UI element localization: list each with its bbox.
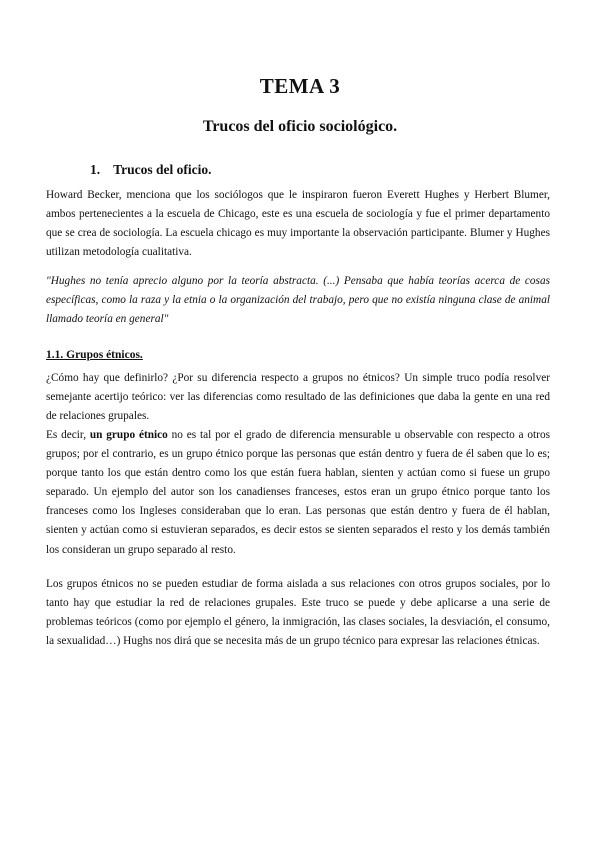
paragraph-group-relations: Los grupos étnicos no se pueden estudiar de forma aislada a sus relaciones con otros grupos sociales, por lo tanto hay que estudiar la red de relaciones grupales. Este truco se puede y debe aplicarse a una serie de problemas teóricos (como por ejemplo el género, la inmigración, las clases sociales, la desviación, el consumo, la sexualidad…) Hughs nos dirá que se necesita más de un grupo técnico para expresar las relaciones étnicas. xyxy=(46,578,550,648)
subsection-heading: 1.1. Grupos étnicos. xyxy=(46,349,143,361)
section-title: Trucos del oficio. xyxy=(113,162,212,177)
paragraph-ethnic-group xyxy=(46,426,550,560)
hughes-quote: "Hughes no tenía aprecio alguno por la teoría abstracta. (...) Pensaba que había teorías acerca de cosas específicas, como la raza y la etnia o la organización del trabajo, pero que no existía ninguna clase de animal llamado teoría en general" xyxy=(46,275,550,326)
document-title: TEMA 3 xyxy=(259,74,341,98)
section-heading xyxy=(90,162,212,178)
paragraph-ethnic-group-rest: no es tal por el grado de diferencia mensurable u observable con respecto a otros grupos; por el contrario, es un grupo étnico porque las personas que están dentro y fuera de él saben que lo es; porque tanto los que están dentro como los que están fuera hablan, sienten y actúan como si fuese un grupo separado. Un ejemplo del autor son los canadienses franceses, estos eran un grupo étnico porque tanto los franceses como los Ingleses consideraban que lo eran. Las personas que están dentro y fuera de él hablan, sienten y actúan como si estuvieran separados, es decir estos se sienten separados el resto y los demás también los consideran un grupo separado al resto. xyxy=(46,429,550,556)
paragraph-ethnic-group-start: Es decir, xyxy=(46,429,90,441)
document-subtitle: Trucos del oficio sociológico. xyxy=(202,118,398,135)
paragraph-definition: ¿Cómo hay que definirlo? ¿Por su diferencia respecto a grupos no étnicos? Un simple truco podía resolver semejante acertijo teórico: ver las diferencias como resultado de las definiciones que daba la gente en una red de relaciones grupales. xyxy=(46,372,550,423)
term-grupo-etnico: un grupo étnico xyxy=(89,429,168,441)
section-number: 1. xyxy=(90,162,101,177)
paragraph-intro: Howard Becker, menciona que los sociólogos que le inspiraron fueron Everett Hughes y Herbert Blumer, ambos pertenecientes a la escuela de Chicago, este es una escuela de sociología y fue el primer departamento que se crea de sociología. La escuela chicago es muy importante la observación participante. Blumer y Hughes utilizan metodología cualitativa. xyxy=(46,189,550,259)
